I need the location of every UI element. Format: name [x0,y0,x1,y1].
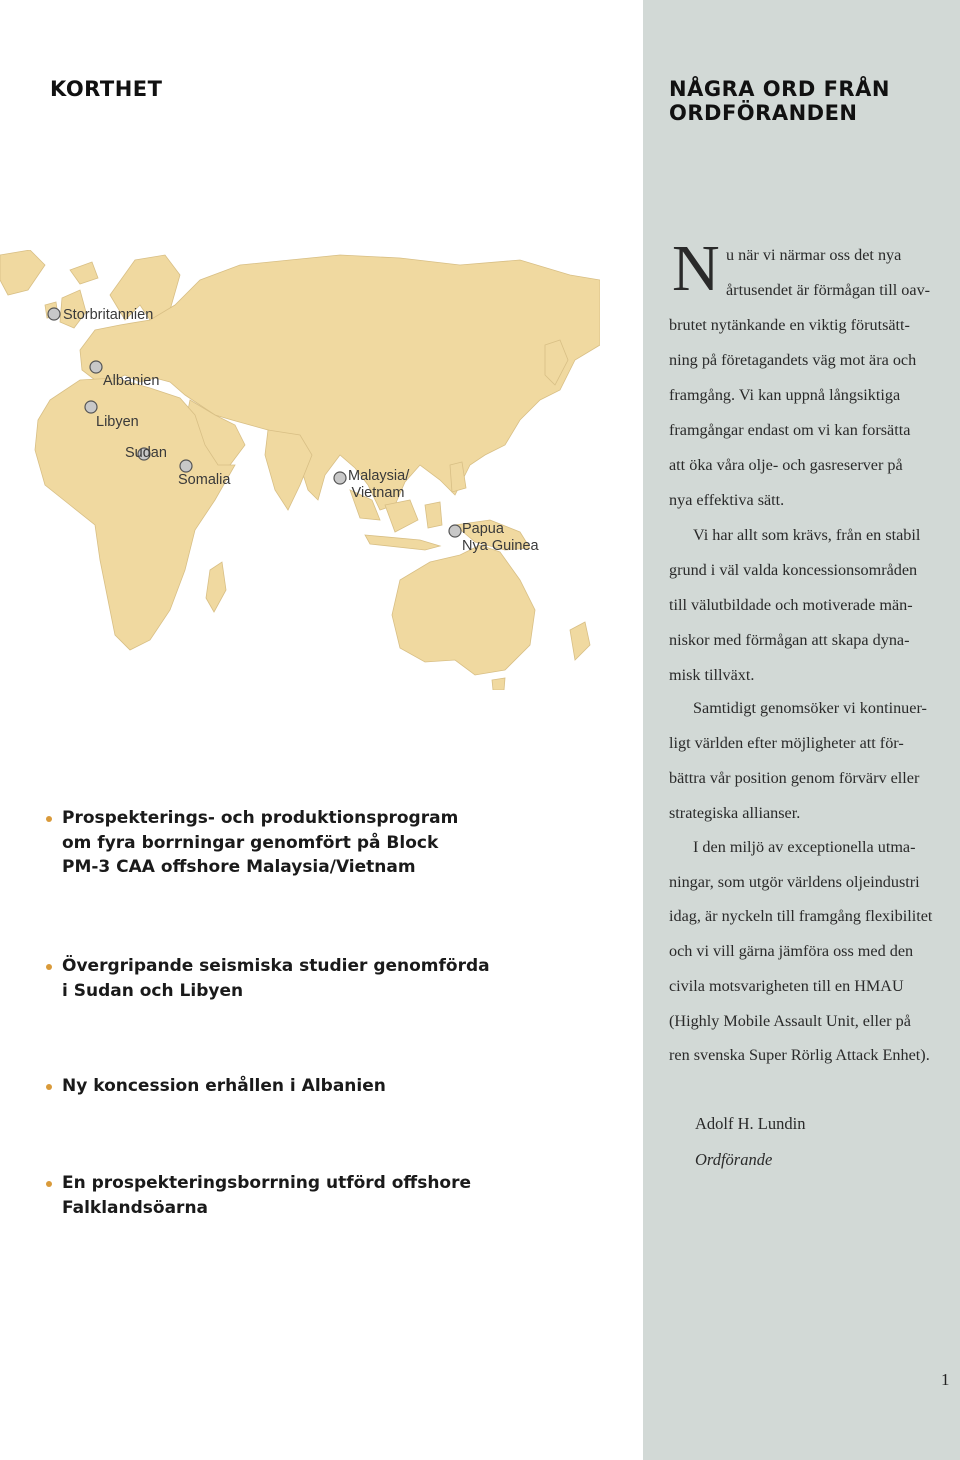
drop-cap: N [672,232,720,305]
letter-line: grund i väl valda koncessionsområden [669,561,918,579]
world-map [0,250,600,690]
marker-somalia [180,460,192,472]
highlight-item [46,1171,522,1220]
letter-line: ningar, som utgör världens oljeindustri [669,873,920,891]
label-nya-guinea: Nya Guinea [462,538,539,554]
letter-line: och vi vill gärna jämföra oss med den [669,942,914,960]
letter-line: ren svenska Super Rörlig Attack Enhet). [669,1046,930,1064]
bullet-dot [46,1084,52,1090]
korthet-heading: KORTHET [50,77,163,101]
letter-line: brutet nytänkande en viktig förutsätt- [669,316,910,334]
label-uk: Storbritannien [63,307,154,323]
label-malaysia: Malaysia/ [348,468,410,484]
label-sudan: Sudan [125,445,167,461]
bullet-dot [46,816,52,822]
letter-line: niskor med förmågan att skapa dyna- [669,631,910,649]
highlight-line: Ny koncession erhållen i Albanien [62,1076,386,1096]
highlight-line: En prospekteringsborrning utförd offshore [62,1173,472,1193]
page-number: 1 [941,1370,950,1389]
highlight-item [46,954,522,1003]
letter-line: strategiska allianser. [669,804,801,822]
chairman-heading-line-2: ORDFÖRANDEN [669,101,858,125]
bullet-dot [46,964,52,970]
letter-line: ligt världen efter möjligheter att för- [669,734,904,752]
letter-line: bättra vår position genom förvärv eller [669,769,920,787]
highlight-item [46,1074,522,1099]
letter-line: att öka våra olje- och gasreserver på [669,456,903,474]
highlight-line: Prospekterings- och produktionsprogram [62,808,459,828]
highlight-line: PM-3 CAA offshore Malaysia/Vietnam [62,857,416,877]
right-column-panel [643,0,960,1460]
label-vietnam: Vietnam [351,485,405,501]
highlight-line: Falklandsöarna [62,1197,209,1218]
label-papua-new-guinea [462,521,540,555]
marker-malaysia-vietnam [334,472,346,484]
label-libya: Libyen [96,414,139,430]
highlight-item [46,806,522,880]
signature-name: Adolf H. Lundin [695,1114,806,1133]
marker-papua-new-guinea [449,525,461,537]
letter-line: nya effektiva sätt. [669,491,785,509]
highlight-line: i Sudan och Libyen [62,980,244,1001]
letter-line: framgångar endast om vi kan forsätta [669,421,911,439]
marker-libya [85,401,97,413]
highlight-line: Övergripande seismiska studier genomförda [62,956,490,976]
marker-uk [48,308,60,320]
signature-title: Ordförande [695,1150,773,1169]
bullet-dot [46,1181,52,1187]
chairman-heading-line-1: NÅGRA ORD FRÅN [669,77,890,101]
label-somalia: Somalia [178,472,231,488]
letter-line: årtusendet är förmågan till oav- [726,281,931,299]
label-papua: Papua [462,521,504,537]
label-albania: Albanien [103,373,160,389]
letter-line: Samtidigt genomsöker vi kontinuer- [693,699,927,717]
letter-line: framgång. Vi kan uppnå långsiktiga [669,386,901,404]
label-malaysia-vietnam [348,468,408,502]
chairman-heading [669,77,949,125]
letter-line: u när vi närmar oss det nya [726,246,902,264]
letter-line: idag, är nyckeln till framgång flexibilitet [669,907,933,925]
letter-line: till välutbildade och motiverade män- [669,596,913,614]
letter-line: Vi har allt som krävs, från en stabil [693,526,921,544]
letter-line: I den miljö av exceptionella utma- [693,838,916,856]
highlight-line: om fyra borrningar genomfört på Block [62,832,439,853]
marker-albania [90,361,102,373]
letter-line: (Highly Mobile Assault Unit, eller på [669,1012,911,1030]
letter-line: civila motsvarigheten till en HMAU [669,977,904,995]
letter-line: ning på företagandets väg mot ära och [669,351,917,369]
letter-line: misk tillväxt. [669,666,755,684]
